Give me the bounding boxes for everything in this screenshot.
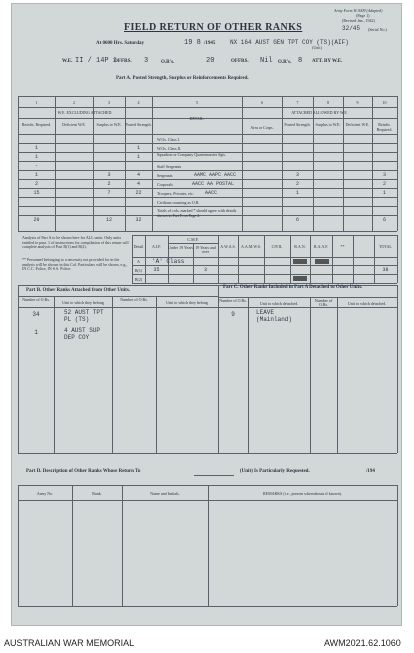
attached-allowed-header: ATTACHED ALLOWED BY W.E.: [291, 110, 348, 115]
arm-or-corps-value: AACC: [205, 190, 218, 196]
we-excluding-attached-header: W.E. EXCLUDING ATTACHED.: [57, 110, 113, 115]
col-header: Posted Strength.: [125, 122, 152, 127]
attached-reinfts-value: 1: [382, 190, 386, 196]
analysis-row-label: B(1): [134, 268, 143, 273]
posted-strength-value: 4: [136, 172, 140, 178]
attached-reinfts-value: 2: [382, 181, 386, 187]
col-header: Arm or Corps.: [250, 125, 274, 130]
total-posted-value: 32: [135, 217, 142, 223]
reinfts-required-value: -: [34, 163, 38, 169]
redacted-mark: [293, 276, 307, 281]
col-number: 9: [356, 100, 359, 105]
page-label: (Page 1): [356, 13, 370, 18]
posted-strength-value: 1: [136, 145, 140, 151]
unit-label: (Unit): [312, 45, 322, 50]
offrs2-value: Nil: [260, 57, 273, 65]
detail-header: DETAIL.: [189, 116, 205, 121]
part-c-col-header: Unit to which detached.: [259, 301, 299, 306]
army-form-label: Army Form W.3009 (Adapted): [334, 8, 383, 13]
part-b-col-header: Unit to which they belong: [62, 300, 104, 305]
part-b-col-header: Number of O.Rs.: [120, 297, 148, 302]
col-number: 6: [261, 100, 263, 105]
row-detail: W.Os. Class II.: [157, 146, 182, 151]
posted-strength-value: 4: [136, 181, 140, 187]
col-number: 4: [137, 100, 140, 105]
part-a-title: Part A. Posted Strength, Surplus or Reinforcements Required.: [116, 76, 249, 81]
arm-or-corps-value: AACC AA POSTAL: [192, 181, 235, 187]
ors-label: O.R's.: [161, 60, 175, 65]
part-c-title: Part C. Other Ranks Included in Part A Detached to Other Units.: [223, 285, 363, 290]
part-d-title: Part D. Description of Other Ranks Whose Return To: [26, 469, 141, 474]
total-surplus-value: 12: [105, 217, 112, 223]
analysis-col-header: A.A.M.W.S.: [241, 244, 261, 249]
reinfts-required-value: 1: [34, 145, 38, 151]
offrs2-label: OFFRS.: [231, 59, 249, 64]
analysis-col-header: R.A.N.: [294, 244, 306, 249]
footer-accession-number: AWM2021.62.1060: [324, 638, 401, 648]
total-attached-reinfts-value: 6: [382, 217, 386, 223]
ors-value: 20: [206, 57, 215, 65]
col-header: Posted Strength.: [284, 122, 311, 127]
analysis-total-value: 38: [382, 267, 389, 273]
reinforcement-note: ** Personnel belonging to a necessity not provided for in the analysis will be shown in this Col. Particulars will be shown, e.g., IN C.C. Police, IN S.S. Police.: [22, 257, 128, 271]
col-header: Deficient W.E.: [62, 122, 86, 127]
attached-unit: 4 AUST SUP DEP COY: [64, 327, 101, 341]
ors2-label: O.R's.: [278, 60, 292, 65]
at-hours-label: At 0600 Hrs. Saturday: [96, 41, 145, 46]
attached-unit: 52 AUST TPT PL (TS): [64, 309, 104, 323]
surplus-value: 3: [107, 172, 111, 178]
offrs-value: 3: [144, 57, 149, 65]
part-b-col-header: Unit to which they belong: [166, 300, 208, 305]
row-detail: Sergeants: [157, 173, 173, 178]
part-b-col-header: Number of O.Rs.: [22, 297, 50, 302]
analysis-col-header: Under 19 Years: [168, 245, 193, 250]
class-typed: 'A' Class: [152, 258, 185, 265]
date-typed: 19 8: [184, 39, 201, 47]
arm-or-corps-value: AAMC AAPC AACC: [194, 172, 237, 178]
row-detail: Civilians counting as O.R.: [157, 200, 200, 205]
col-number: 1: [35, 100, 38, 105]
reinfts-required-value: 1: [34, 154, 38, 160]
attached-count: 34: [32, 311, 40, 318]
offrs-label: OFFRS.: [114, 59, 132, 64]
redacted-mark: [293, 259, 307, 264]
reinfts-required-value: 2: [34, 181, 38, 187]
analysis-note: Analysis of Part A to be shown here for ALL units. Only units entitled to para. 1 of instructions for compilation of this return will complete analysis of Part B(1) and B(2).: [22, 235, 129, 249]
attached-posted-value: 1: [295, 190, 299, 196]
col-header: Surplus to W.E.: [315, 122, 341, 127]
redacted-mark: [315, 259, 329, 264]
analysis-col-header: TOTAL: [379, 244, 392, 249]
detached-unit: LEAVE (Mainland): [256, 309, 293, 323]
part-c-col-header: Number of O.Rs.: [314, 298, 333, 307]
part-d-title-mid: (Unit) Is Particularly Requested.: [240, 469, 310, 474]
serial-number: 32/45: [342, 25, 361, 32]
we-label: W.E.: [62, 59, 73, 64]
att-by-we-label: ATT. BY W.E.: [312, 59, 343, 64]
analysis-col-header: 19 Years and over: [195, 245, 216, 254]
col-header: Deficient W.E.: [345, 122, 370, 127]
part-c-col-header: Number of O.Rs.: [219, 298, 247, 303]
attached-reinfts-value: 3: [382, 172, 386, 178]
attached-count: 1: [34, 329, 38, 336]
form-page: [11, 3, 402, 626]
attached-posted-value: 3: [295, 172, 299, 178]
analysis-row-label: B(2): [134, 277, 143, 282]
cmf-header: C.M.F.: [187, 237, 199, 242]
col-header: Reinfts. Required.: [376, 122, 393, 132]
part-d-col-header: Army No.: [36, 491, 54, 496]
analysis-col-header: A.W.A.S.: [220, 244, 236, 249]
serial-label: (Serial No.): [368, 27, 387, 32]
posted-strength-value: 22: [135, 190, 142, 196]
col-number: 7: [296, 100, 299, 105]
part-d-date: /194: [366, 469, 375, 474]
aif-value: 35: [153, 267, 160, 273]
analysis-col-header: **: [340, 244, 345, 249]
part-d-col-header: REMARKS (i.e., present whereabouts if known).: [263, 491, 342, 496]
unit-typed: NX 164 AUST GEN TPT COY (TS)(AIF): [230, 39, 349, 46]
surplus-value: 7: [107, 190, 111, 196]
posted-strength-value: 1: [136, 154, 140, 160]
detached-count: 9: [231, 311, 235, 318]
col-number: 2: [73, 100, 75, 105]
col-number: 8: [327, 100, 329, 105]
col-header: Reinfts. Required.: [21, 122, 52, 127]
row-detail: Staff Sergeants: [157, 164, 182, 169]
total-attached-posted-value: 6: [295, 217, 299, 223]
analysis-col-header: A.I.F.: [151, 244, 162, 249]
col-number: 10: [382, 100, 387, 105]
part-d-col-header: Rank.: [92, 491, 102, 496]
analysis-col-header: Detail: [133, 244, 144, 249]
analysis-col-header: CIVIL: [271, 244, 283, 249]
surplus-value: 2: [107, 181, 111, 187]
col-header: Surplus to W.E.: [96, 122, 122, 127]
year-label: /1945: [204, 41, 216, 46]
part-b-title: Part B. Other Ranks Attached from Other Units.: [26, 288, 131, 293]
reinfts-required-value: 15: [33, 190, 40, 196]
part-c-col-header: Unit to which detached.: [347, 301, 387, 306]
footer-institution: AUSTRALIAN WAR MEMORIAL: [4, 638, 135, 648]
ors2-value: 8: [298, 57, 303, 65]
revised-label: (Revised Jan., 1942): [342, 18, 375, 23]
row-detail: Squadron or Company Quartermaster Sgts.: [157, 152, 226, 157]
archive-footer: [0, 633, 414, 653]
reinfts-required-value: 1: [34, 172, 38, 178]
attached-posted-value: 2: [295, 181, 299, 187]
row-detail: W.Os. Class I.: [157, 137, 180, 142]
row-detail: Totals of cols. marked * should agree with details shown in Part E on Page 2.: [157, 208, 237, 218]
col-number: 5: [196, 100, 198, 105]
analysis-col-header: R.A.A.F.: [313, 244, 329, 249]
form-title: FIELD RETURN OF OTHER RANKS: [124, 22, 303, 33]
total-reinfts-value: 20: [33, 217, 40, 223]
row-detail: Troopers, Privates, etc.: [157, 191, 194, 196]
we-value: II / 14P 1: [75, 57, 118, 65]
row-detail: Corporals: [157, 182, 173, 187]
col-number: 3: [108, 100, 110, 105]
cmf-value: 3: [203, 267, 207, 273]
part-d-unit-blank: [194, 469, 234, 476]
part-d-col-header: Name and Initials.: [150, 491, 180, 496]
analysis-row-label: A: [137, 259, 140, 264]
